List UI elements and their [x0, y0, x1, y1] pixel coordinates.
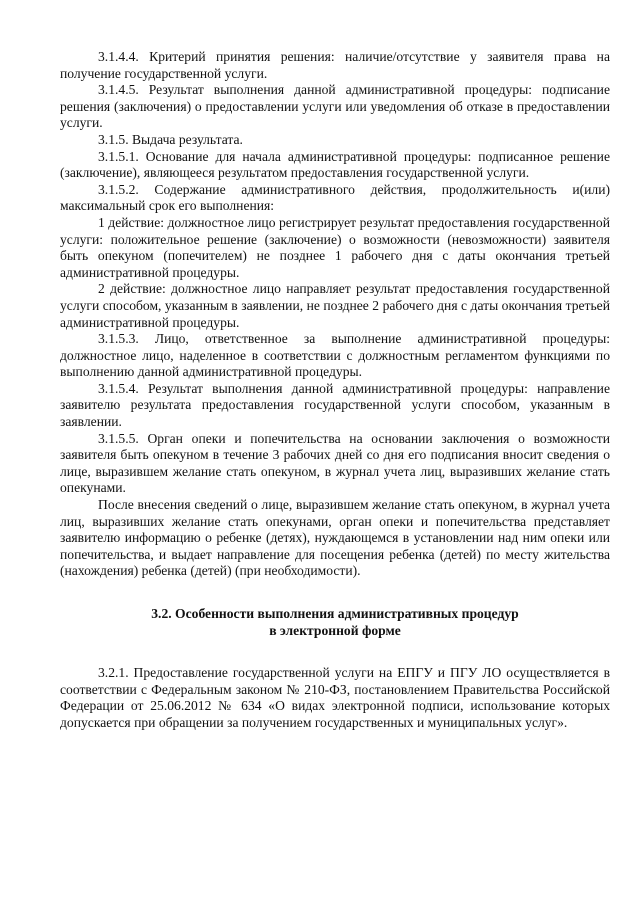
paragraph-3-1-4-4: 3.1.4.4. Критерий принятия решения: наличие/отсутствие у заявителя права на получение государственной услуги.: [60, 49, 610, 81]
section-heading-3-2: [60, 606, 610, 639]
document-page: [60, 49, 610, 732]
paragraph-3-1-5-1: 3.1.5.1. Основание для начала административной процедуры: подписанное решение (заключение), являющееся результатом предоставления государственной услуги.: [60, 148, 610, 181]
paragraph-3-1-4-5: 3.1.4.5. Результат выполнения данной административной процедуры: подписание решения (заключения) о предоставлении услуги или уведомления об отказе в предоставлении услуги.: [60, 82, 610, 131]
paragraph-action-2: 2 действие: должностное лицо направляет результат предоставления государственной услуги способом, указанным в заявлении, не позднее 2 рабочего дня с даты окончания третьей административной процедуры.: [60, 281, 610, 330]
paragraph-after-registration: После внесения сведений о лице, выразившем желание стать опекуном, в журнал учета лиц, выразивших желание стать опекунами, орган опеки и попечительства представляет заявителю информацию о ребенке (детях), нуждающемся в установлении над ним опеки или попечительства, и выдает направление для посещения ребенка (детей) по месту жительства (нахождения) ребенка (детей) (при необходимости).: [60, 497, 610, 579]
section-heading-line-2: в электронной форме: [269, 622, 401, 638]
paragraph-3-1-5-3: 3.1.5.3. Лицо, ответственное за выполнение административной процедуры: должностное лицо, наделенное в соответствии с должностным регламентом функциями по выполнению данной административной процедуры.: [60, 331, 610, 380]
paragraph-action-1: 1 действие: должностное лицо регистрирует результат предоставления государственной услуги: положительное решение (заключение) о возможности (невозможности) заявителя быть опекуном (попечителем) не позднее 1 рабочего дня с даты окончания третьей административной процедуры.: [60, 214, 610, 280]
paragraph-3-1-5-5: 3.1.5.5. Орган опеки и попечительства на основании заключения о возможности заявителя быть опекуном в течение 3 рабочих дней со дня его подписания вносит сведения о лице, выразившем желание стать опекуном, в журнал учета лиц, выразивших желание стать опекунами.: [60, 430, 610, 496]
paragraph-3-2-1: 3.2.1. Предоставление государственной услуги на ЕПГУ и ПГУ ЛО осуществляется в соответствии с Федеральным законом № 210-ФЗ, постановлением Правительства Российской Федерации от 25.06.2012 № 634 «О видах электронной подписи, использование которых допускается при обращении за получением государственных и муниципальных услуг».: [60, 665, 610, 730]
paragraph-3-1-5: 3.1.5. Выдача результата.: [98, 131, 243, 147]
section-heading-line-1: 3.2. Особенности выполнения административных процедур: [151, 606, 519, 621]
paragraph-3-1-5-4: 3.1.5.4. Результат выполнения данной административной процедуры: направление заявителю результата предоставления государственной услуги способом, указанным в заявлении.: [60, 380, 610, 430]
paragraph-3-1-5-2: 3.1.5.2. Содержание административного действия, продолжительность и(или) максимальный срок его выполнения:: [60, 181, 610, 214]
